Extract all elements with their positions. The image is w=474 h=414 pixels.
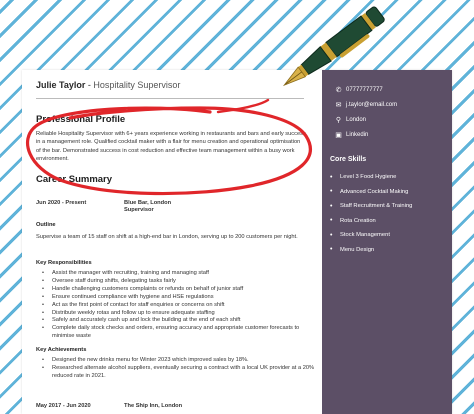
job-dates: May 2017 - Jun 2020 [36,403,91,409]
contact-text: j.taylor@email.com [346,101,398,108]
skill-label: Level 3 Food Hygiene [340,174,397,181]
skill-label: Rota Creation [340,217,376,224]
bullet-icon: • [330,217,333,225]
bullet-icon: • [330,231,333,239]
skills-list [330,170,412,257]
responsibilities-heading: Key Responsibilities [36,260,92,266]
profile-heading: Professional Profile [36,114,126,125]
contact-text: Linkedin [346,131,369,138]
list-item: • Complete daily stock checks and orders, ensuring accuracy and appropriate customer forecasts to minimise waste [36,325,316,341]
cv-document [22,70,452,414]
job-dates: Jun 2020 - Present [36,200,87,206]
list-item: • Act as the first point of contact for staff enquiries or concerns on shift [36,302,316,310]
cv-main-column [22,70,322,414]
outline-heading: Outline [36,222,56,228]
list-item: • Designed the new drinks menu for Winter 2023 which improved sales by 18%. [36,357,316,365]
skill-item [330,185,412,200]
job-position: Supervisor [124,207,154,213]
responsibilities-list [36,270,316,341]
bullet-icon: • [330,173,333,181]
cv-sidebar [322,70,452,414]
skill-item [330,199,412,214]
contact-text: London [346,116,367,123]
job-employer: The Ship Inn, London [124,403,183,409]
name-separator: - [87,80,91,90]
header-divider [36,98,304,99]
contact-location [334,112,397,127]
core-skills-heading: Core Skills [330,156,367,163]
phone-icon: ✆ [335,86,342,94]
contact-list [334,82,397,142]
list-item: • Ensure continued compliance with hygiene and HSE regulations [36,294,316,302]
outline-text: Supervise a team of 15 staff on shift at a high-end bar in London, serving up to 200 customers per night. [36,234,298,240]
list-item: • Handle challenging customers complaints or refunds on behalf of junior staff [36,286,316,294]
achievements-list [36,357,316,381]
achievements-heading: Key Achievements [36,347,87,353]
bullet-icon: • [330,202,333,210]
list-item: • Safely and accurately cash up and lock the building at the end of each shift [36,317,316,325]
skill-item [330,243,412,258]
profile-text: Reliable Hospitality Supervisor with 6+ years experience working in restaurants and bars and early success in a management role. Qualified cocktail maker with a flair for menu creation and operational optimisation of the bar. Demonstrated success in cost reduction and effective team management within a busy work environment. [36,131,306,162]
list-item: • Assist the manager with recruiting, training and managing staff [36,270,316,278]
skill-item [330,214,412,229]
bullet-icon: • [330,188,333,196]
job-employer: Blue Bar, London [124,200,172,206]
candidate-role: Hospitality Supervisor [93,80,181,90]
linkedin-icon: ▣ [335,131,342,139]
email-icon: ✉ [335,101,342,109]
contact-text: 07777777777 [346,86,383,93]
cv-header-name [36,80,180,90]
contact-linkedin [334,127,397,142]
bullet-icon: • [330,246,333,254]
skill-label: Staff Recruitment & Training [340,203,413,210]
skill-item [330,170,412,185]
list-item: • Distribute weekly rotas and follow up to ensure adequate staffing [36,310,316,318]
skill-label: Stock Management [340,232,390,239]
skill-item [330,228,412,243]
location-icon: ⚲ [335,116,342,124]
skill-label: Advanced Cocktail Making [340,188,409,195]
skill-label: Menu Design [340,246,375,253]
candidate-name: Julie Taylor [36,80,86,90]
career-summary-heading: Career Summary [36,174,113,185]
list-item: • Oversee staff during shifts, delegating tasks fairly [36,278,316,286]
contact-email [334,97,397,112]
contact-phone [334,82,397,97]
list-item: • Researched alternate alcohol suppliers, eventually securing a contract with a local UK provider at a 20% reduced rate in 2021. [36,365,316,381]
